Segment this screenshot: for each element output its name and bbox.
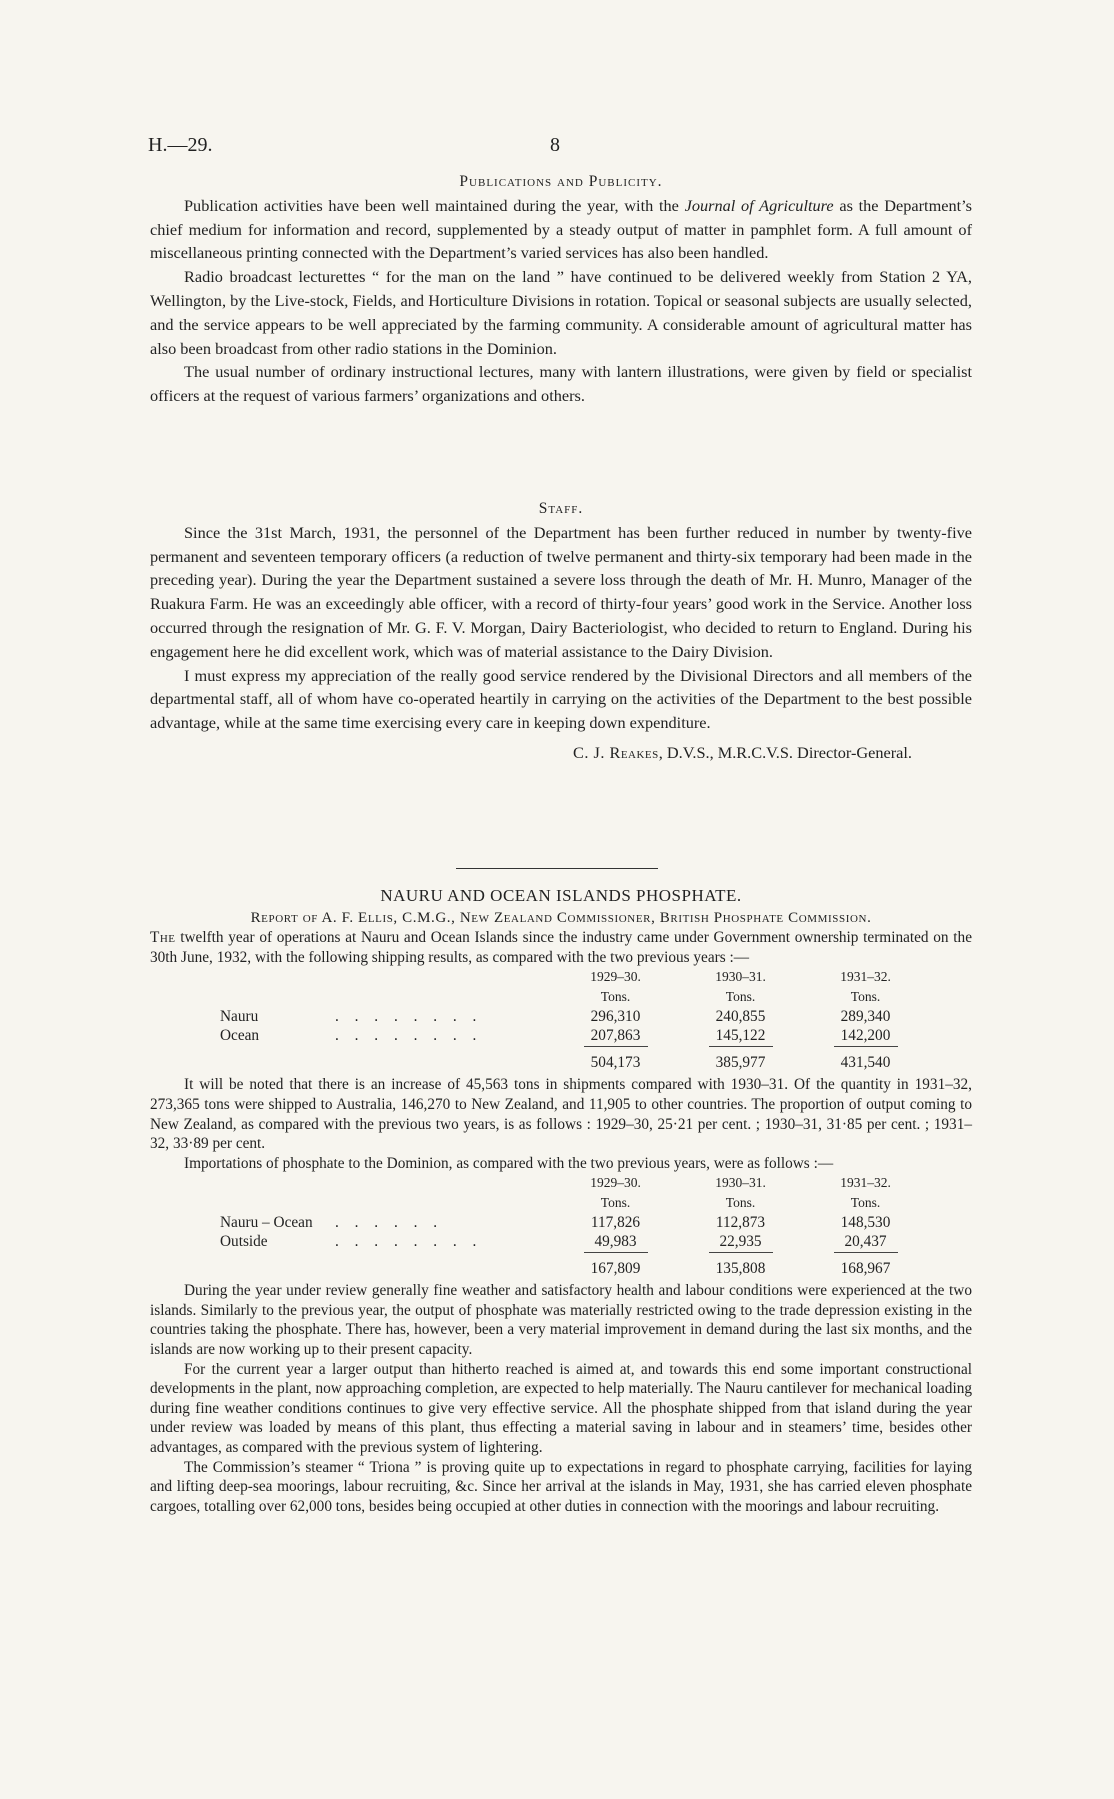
importations-table (220, 1173, 928, 1278)
publications-paragraph-3: The usual number of ordinary instructional lectures, many with lantern illustrations, were given by field or specialist officers at the request of various farmers’ organizations and others. (150, 362, 972, 406)
staff-heading: Staff. (538, 500, 584, 517)
cell-value: 296,310 (590, 1007, 641, 1025)
total-rule (709, 1046, 773, 1047)
nauru-intro (150, 928, 972, 967)
year-header: 1929–30. (590, 969, 641, 985)
cell-value: 49,983 (594, 1233, 637, 1251)
row-label: Nauru – Ocean (220, 1213, 313, 1231)
current-year-paragraph: For the current year a larger output than hitherto reached is aimed at, and towards this end some important constructional developments in the plant, now approaching completion, are expected to help materially. The Nauru cantilever for mechanical loading during fine weather conditions continues to give very effective service. All the phosphate shipped from that island during the year under review was loaded by means of this plant, thus effecting a material saving in labour and in steamers’ time, besides other advantages, as compared with the previous system of lightering. (150, 1360, 972, 1457)
year-header: 1931–32. (840, 969, 891, 985)
table-row (220, 1007, 928, 1027)
totals-row (220, 1046, 928, 1073)
year-header: 1930–31. (715, 969, 766, 985)
total-rule (584, 1252, 648, 1253)
year-header: 1931–32. (840, 1175, 891, 1191)
page-number: 8 (550, 134, 560, 156)
shipments-paragraph: It will be noted that there is an increase of 45,563 tons in shipments compared with 1930–31. Of the quantity in 1931–32, 273,365 tons were shipped to Australia, 146,270 to New Zealand, and 11,905 to other countries. The proportion of output coming to New Zealand, as compared with the previous two years, is as follows : 1929–30, 25·21 per cent. ; 1930–31, 31·85 per cent. ; 1931–32, 33·89 per cent. (150, 1076, 972, 1153)
year-review-paragraph: During the year under review generally fine weather and satisfactory health and labour conditions were experienced at the two islands. Similarly to the previous year, the output of phosphate was materially restricted owing to the trade depression existing in the countries taking the phosphate. There has, however, been a very material improvement in demand during the last six months, and the islands are now working up to their present capacity. (150, 1282, 972, 1359)
unit-label: Tons. (725, 988, 756, 1004)
row-label: Outside (220, 1233, 268, 1251)
shipments-unit-row (220, 987, 928, 1007)
total-value: 167,809 (590, 1259, 641, 1277)
publications-paragraph-2: Radio broadcast lecturettes “ for the man on the land ” have continued to be delivered weekly from Station 2 YA, Wellington, by the Live-stock, Fields, and Horticulture Divisions in rotation. Topical or seasonal subjects are usually selected, and the service appears to be well appreciated by the farming community. A considerable amount of agricultural matter has also been broadcast from other radio stations in the Dominion. (150, 267, 972, 358)
cell-value: 20,437 (844, 1233, 887, 1251)
leader-dots: . . . . . . (335, 1213, 444, 1231)
totals-row (220, 1252, 928, 1279)
publications-p1-start: Publication activities have been well maintained during the year, with the (184, 195, 685, 215)
section-divider (456, 868, 658, 869)
table-row (220, 1213, 928, 1233)
signature (150, 741, 972, 765)
staff-paragraph-2: I must express my appreciation of the really good service rendered by the Divisional Directors and all members of the departmental staff, all of whom have co-operated heartily in carrying on the activities of the Department to the best possible advantage, while at the same time exercising every care in keeping down expenditure. (150, 665, 972, 733)
publications-section (150, 170, 972, 408)
unit-label: Tons. (850, 988, 881, 1004)
cell-value: 22,935 (719, 1233, 762, 1251)
table-row (220, 1026, 928, 1046)
nauru-subtitle: Report of A. F. Ellis, C.M.G., New Zealand Commissioner, British Phosphate Commission. (250, 909, 872, 926)
leader-dots: . . . . . . . . (335, 1027, 483, 1045)
table-row (220, 1232, 928, 1252)
cell-value: 112,873 (715, 1213, 766, 1231)
staff-section (150, 497, 972, 765)
cell-value: 240,855 (715, 1007, 766, 1025)
row-label: Ocean (220, 1027, 260, 1045)
report-code: H.—29. (148, 134, 213, 156)
signature-name: C. J. Reakes (572, 742, 659, 762)
total-value: 168,967 (840, 1259, 891, 1277)
leader-dots: . . . . . . . . (335, 1233, 483, 1251)
signature-titles: , D.V.S., M.R.C.V.S. Director-General. (658, 742, 912, 762)
year-header: 1930–31. (715, 1175, 766, 1191)
intro-text: twelfth year of operations at Nauru and Ocean Islands since the industry came under Government ownership terminated on the 30th June, 1932, with the following shipping results, as compared with the two previous years :— (150, 929, 972, 966)
cell-value: 148,530 (840, 1213, 891, 1231)
total-rule (834, 1046, 898, 1047)
total-value: 504,173 (590, 1053, 641, 1071)
year-header: 1929–30. (590, 1175, 641, 1191)
importations-year-row (220, 1173, 928, 1193)
importations-unit-row (220, 1193, 928, 1213)
total-rule (709, 1252, 773, 1253)
total-rule (834, 1252, 898, 1253)
unit-label: Tons. (725, 1194, 756, 1210)
journal-title: Journal of Agriculture (684, 195, 834, 215)
unit-label: Tons. (600, 1194, 631, 1210)
publications-heading: Publications and Publicity. (459, 173, 663, 190)
publications-paragraph-1 (150, 194, 972, 265)
unit-label: Tons. (600, 988, 631, 1004)
nauru-section (150, 886, 972, 1516)
unit-label: Tons. (850, 1194, 881, 1210)
intro-first-word: The (150, 929, 176, 947)
cell-value: 142,200 (840, 1027, 891, 1045)
steamer-paragraph: The Commission’s steamer “ Triona ” is proving quite up to expectations in regard to phosphate carrying, facilities for laying and lifting deep-sea moorings, labour recruiting, &c. Since her arrival at the islands in May, 1931, she has carried eleven phosphate cargoes, totalling over 62,000 tons, besides being occupied at other duties in connection with the moorings and labour recruiting. (150, 1458, 972, 1515)
nauru-title: NAURU AND OCEAN ISLANDS PHOSPHATE. (380, 886, 742, 905)
total-value: 135,808 (715, 1259, 766, 1277)
shipments-year-row (220, 967, 928, 987)
leader-dots: . . . . . . . . (335, 1007, 483, 1025)
total-value: 385,977 (715, 1053, 766, 1071)
row-label: Nauru (220, 1007, 259, 1025)
cell-value: 289,340 (840, 1007, 891, 1025)
total-rule (584, 1046, 648, 1047)
cell-value: 207,863 (590, 1027, 641, 1045)
publications-p1-end: as the Department’s chief medium for information and record, supplemented by a steady output of matter in pamphlet form. A full amount of miscellaneous printing connected with the Department’s varied services has also been handled. (150, 195, 972, 263)
cell-value: 145,122 (715, 1027, 766, 1045)
staff-paragraph-1: Since the 31st March, 1931, the personnel of the Department has been further reduced in number by twenty-five permanent and seventeen temporary officers (a reduction of twelve permanent and thirty-six temporary had been made in the preceding year). During the year the Department sustained a severe loss through the death of Mr. H. Munro, Manager of the Ruakura Farm. He was an exceedingly able officer, with a record of thirty-four years’ good work in the Service. Another loss occurred through the resignation of Mr. G. F. V. Morgan, Dairy Bacteriologist, who decided to return to England. During his engagement here he did excellent work, which was of material assistance to the Dairy Division. (150, 522, 972, 661)
importations-paragraph: Importations of phosphate to the Dominion, as compared with the two previous years, were as follows :— (184, 1154, 834, 1172)
total-value: 431,540 (840, 1053, 891, 1071)
cell-value: 117,826 (590, 1213, 641, 1231)
shipments-table (220, 967, 928, 1072)
